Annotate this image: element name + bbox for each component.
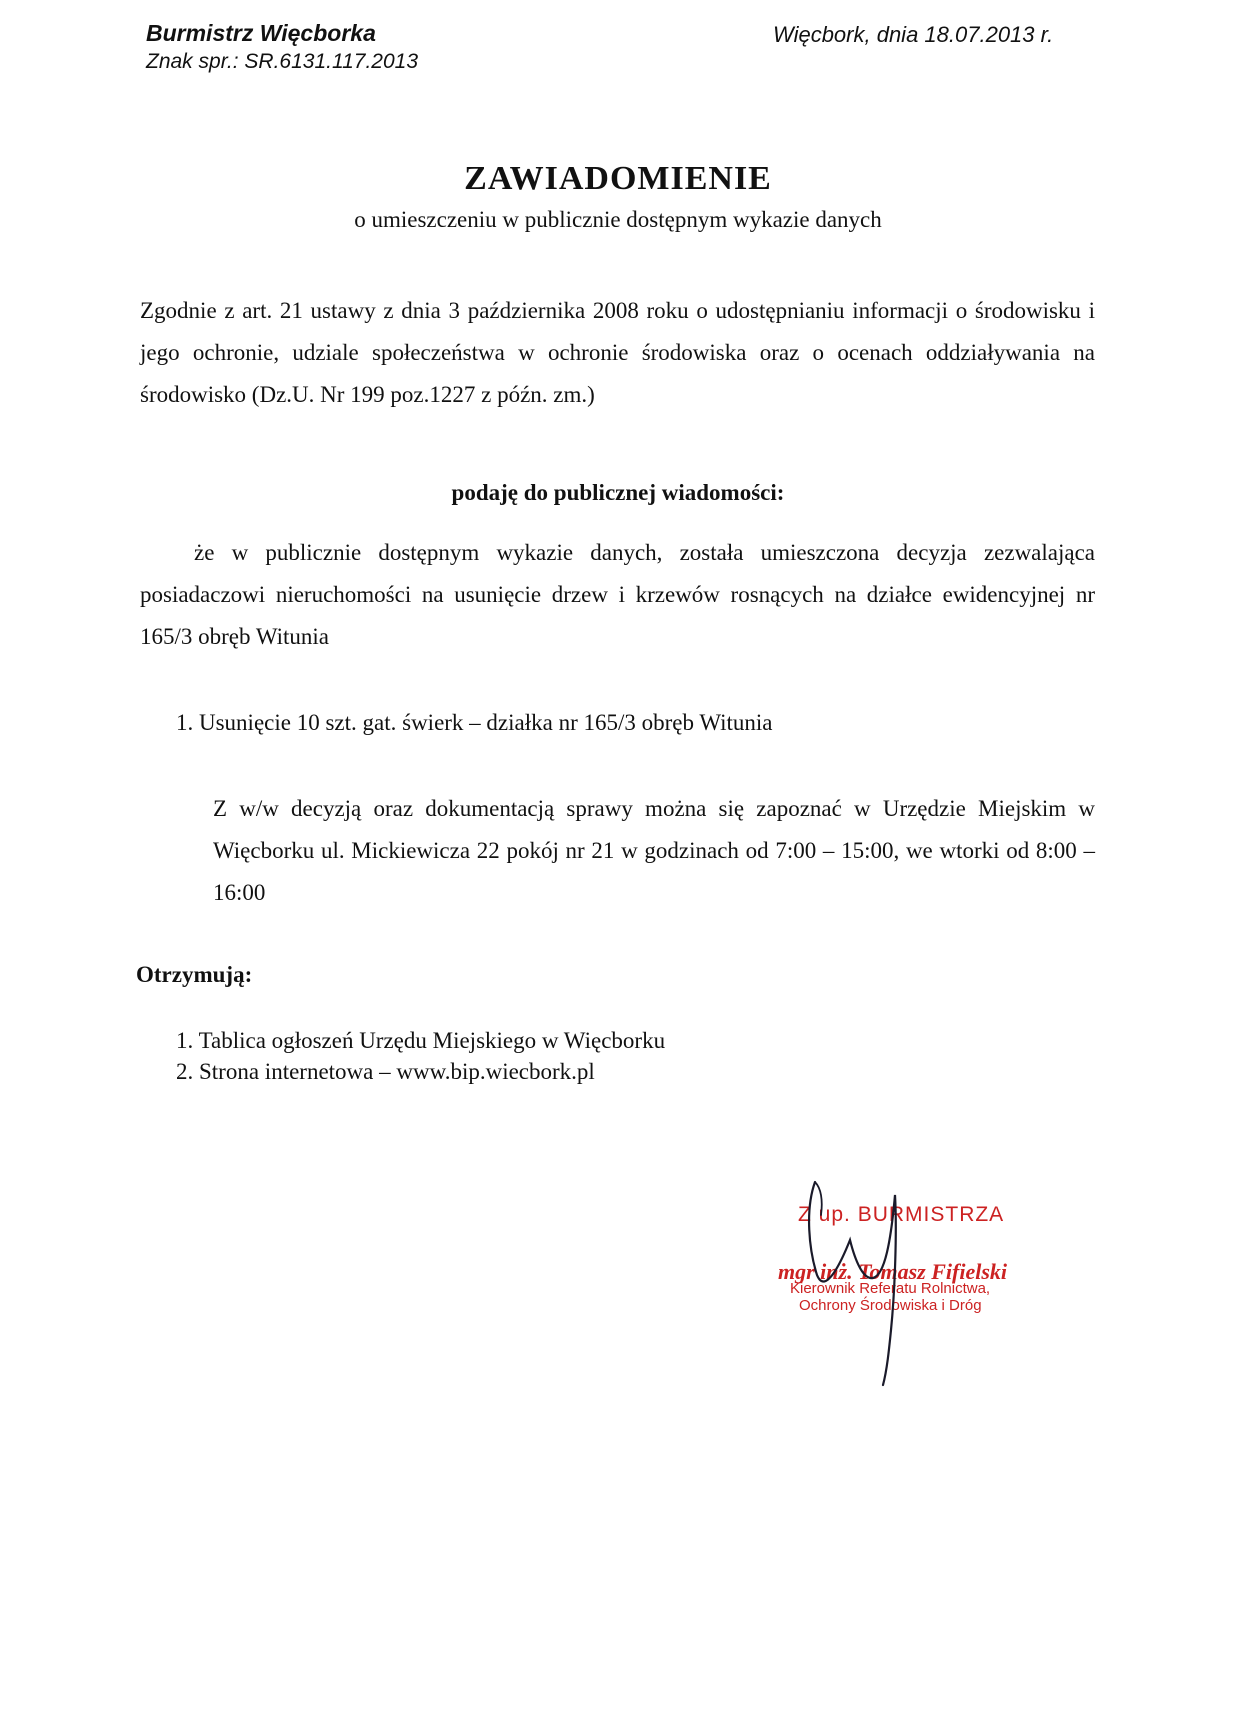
stamp-name: mgr inż. Tomasz Fifielski	[778, 1259, 1008, 1284]
decision-paragraph: że w publicznie dostępnym wykazie danych, została umieszczona decyzja zezwalająca posiadaczowi nieruchomości na usunięcie drzew i krzewów rosnących na działce ewidencyjnej nr 165/3 obręb Witunia	[140, 540, 1095, 649]
stamp-position: Kierownik Referatu Rolnictwa,	[790, 1280, 991, 1297]
case-reference: Znak spr.: SR.6131.117.2013	[146, 50, 419, 73]
recipients-list	[176, 1025, 665, 1087]
recipient-item: 1. Tablica ogłoszeń Urzędu Miejskiego w Więcborku	[176, 1028, 666, 1053]
list-item: 1. Usunięcie 10 szt. gat. świerk – działka nr 165/3 obręb Witunia	[176, 710, 773, 735]
document-subtitle: o umieszczeniu w publicznie dostępnym wykazie danych	[354, 207, 882, 232]
announcement-heading: podaję do publicznej wiadomości:	[451, 480, 785, 505]
stamp-department: Ochrony Środowiska i Dróg	[799, 1297, 982, 1314]
stamp-authority: Z up. BURMISTRZA	[798, 1203, 1005, 1226]
recipient-item: 2. Strona internetowa – www.bip.wiecbork.pl	[176, 1059, 595, 1084]
author: Burmistrz Więcborka	[146, 20, 376, 46]
recipients-heading: Otrzymują:	[136, 962, 253, 987]
legal-basis-paragraph: Zgodnie z art. 21 ustawy z dnia 3 października 2008 roku o udostępnianiu informacji o środowisku i jego ochronie, udziale społeczeństwa w ochronie środowiska oraz o ocenach oddziaływania na środowisko (Dz.U. Nr 199 poz.1227 z późn. zm.)	[140, 298, 1095, 407]
access-info-paragraph: Z w/w decyzją oraz dokumentacją sprawy można się zapoznać w Urzędzie Miejskim w Więcborku ul. Mickiewicza 22 pokój nr 21 w godzinach od 7:00 – 15:00, we wtorki od 8:00 – 16:00	[213, 796, 1095, 905]
place-date: Więcbork, dnia 18.07.2013 r.	[773, 22, 1054, 47]
handwritten-signature	[795, 1170, 955, 1390]
document-title: ZAWIADOMIENIE	[464, 160, 772, 197]
